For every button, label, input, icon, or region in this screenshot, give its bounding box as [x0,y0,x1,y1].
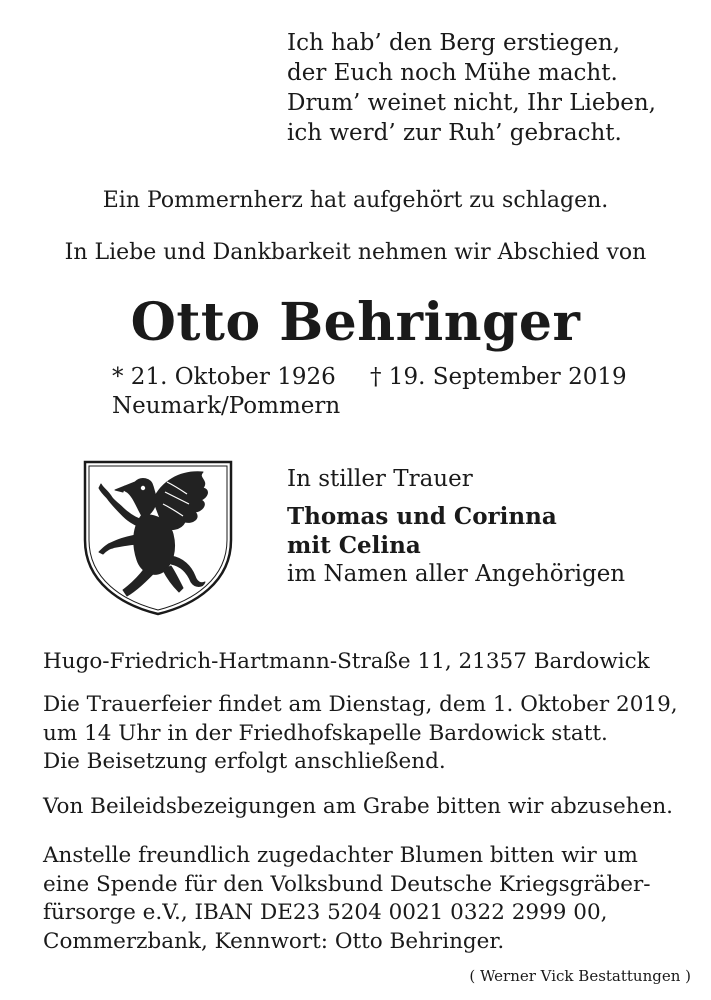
poem [287,28,656,148]
donation-line: Anstelle freundlich zugedachter Blumen bitten wir um [43,843,638,868]
mourner-names: Thomas und Corinna [287,503,557,530]
deceased-name: Otto Behringer [130,292,581,353]
address: Hugo-Friedrich-Hartmann-Straße 11, 21357 Bardowick [43,649,650,674]
ceremony-line: Die Trauerfeier findet am Dienstag, dem 1. Oktober 2019, [43,692,678,717]
ceremony-line: um 14 Uhr in der Friedhofskapelle Bardowick statt. [43,720,608,746]
intro-line: Ein Pommernherz hat aufgehört zu schlagen. [102,188,609,213]
poem-line: Ich hab’ den Berg erstiegen, [287,30,621,56]
death-info [370,363,627,392]
donation-line: eine Spende für den Volksbund Deutsche Kriegsgräber- [43,871,651,897]
mourners-intro: In stiller Trauer [287,466,473,492]
ceremony-info [43,691,678,777]
coat-of-arms-icon [83,460,233,616]
poem-line: Drum’ weinet nicht, Ihr Lieben, [287,90,656,116]
mourner-names-2: mit Celina [287,532,421,559]
birth-info [112,363,340,421]
death-date: † 19. September 2019 [370,364,627,390]
mourners-closing: im Namen aller Angehörigen [287,561,626,587]
undertaker-credit: ( Werner Vick Bestattungen ) [469,967,691,985]
donation-info [43,842,651,956]
poem-line: ich werd’ zur Ruh’ gebracht. [287,120,622,146]
ceremony-line: Die Beisetzung erfolgt anschließend. [43,749,446,774]
donation-line: fürsorge e.V., IBAN DE23 5204 0021 0322 2999 00, [43,900,608,925]
birth-date: * 21. Oktober 1926 [112,364,336,390]
mourners-block [287,465,625,589]
donation-line: Commerzbank, Kennwort: Otto Behringer. [43,928,505,954]
birth-place: Neumark/Pommern [112,393,341,419]
condolence-note: Von Beileidsbezeigungen am Grabe bitten wir abzusehen. [43,794,673,819]
farewell-line: In Liebe und Dankbarkeit nehmen wir Abschied von [64,240,647,265]
poem-line: der Euch noch Mühe macht. [287,60,618,86]
